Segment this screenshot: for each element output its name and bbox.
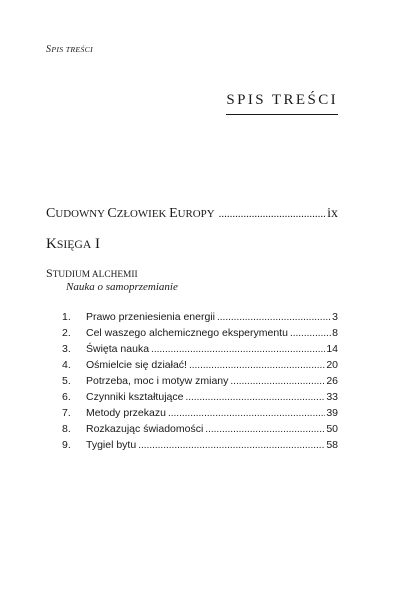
chapter-number: 5. — [62, 375, 71, 387]
chapter-page: 39 — [326, 407, 338, 419]
chapter-title: Ośmielcie się działać! — [86, 359, 187, 371]
dot-leader — [168, 406, 325, 422]
chapter-page: 33 — [326, 391, 338, 403]
toc-item-9[interactable] — [62, 437, 338, 453]
toc-item-7[interactable] — [62, 405, 338, 421]
chapter-page: 14 — [326, 343, 338, 355]
chapter-list — [62, 309, 338, 453]
book-initial: K — [46, 236, 57, 252]
chapter-page: 26 — [326, 375, 338, 387]
toc-item-1[interactable] — [62, 309, 338, 325]
chapter-title: Prawo przeniesienia energii — [86, 311, 215, 323]
dot-leader — [151, 342, 325, 358]
running-head — [46, 44, 93, 55]
toc-item-8[interactable] — [62, 421, 338, 437]
chapter-page: 50 — [326, 423, 338, 435]
toc-item-6[interactable] — [62, 389, 338, 405]
chapter-title: Cel waszego alchemicznego eksperymentu — [86, 327, 288, 339]
chapter-page: 58 — [326, 439, 338, 451]
book-numeral: I — [91, 236, 101, 252]
book-heading[interactable] — [46, 236, 100, 253]
chapter-number: 8. — [62, 423, 71, 435]
dot-leader — [217, 310, 331, 326]
main-entry-title — [46, 206, 215, 222]
toc-item-3[interactable] — [62, 341, 338, 357]
dot-leader — [185, 390, 325, 406]
chapter-page: 3 — [332, 311, 338, 323]
chapter-number: 4. — [62, 359, 71, 371]
chapter-number: 9. — [62, 439, 71, 451]
dot-leader — [189, 358, 325, 374]
running-head-initial: S — [46, 44, 52, 55]
dot-leader — [219, 208, 326, 220]
chapter-number: 6. — [62, 391, 71, 403]
main-entry-initial-3: E — [169, 206, 178, 221]
toc-item-5[interactable] — [62, 373, 338, 389]
chapter-title: Potrzeba, moc i motyw zmiany — [86, 375, 229, 387]
dot-leader — [290, 326, 331, 342]
main-entry-initial-1: C — [46, 206, 56, 221]
chapter-number: 3. — [62, 343, 71, 355]
toc-item-2[interactable] — [62, 325, 338, 341]
chapter-number: 7. — [62, 407, 71, 419]
section-word: TUDIUM ALCHEMII — [52, 270, 138, 280]
dot-leader — [205, 422, 325, 438]
chapter-number: 2. — [62, 327, 71, 339]
page-title-text: SPIS TREŚCI — [226, 92, 338, 108]
chapter-number: 1. — [62, 311, 71, 323]
main-entry-word-2: ZŁOWIEK — [116, 208, 170, 220]
main-entry-initial-2: C — [107, 206, 117, 221]
section-initial: S — [46, 266, 53, 280]
toc-item-4[interactable] — [62, 357, 338, 373]
section-heading — [46, 266, 138, 281]
chapter-title: Czynniki kształtujące — [86, 391, 184, 403]
toc-entry-main[interactable] — [46, 206, 338, 222]
dot-leader — [230, 374, 325, 390]
main-entry-word-3: UROPY — [177, 208, 215, 220]
chapter-title: Metody przekazu — [86, 407, 166, 419]
main-entry-word-1: UDOWNY — [55, 208, 108, 220]
chapter-title: Święta nauka — [86, 343, 150, 355]
dot-leader — [138, 438, 325, 454]
main-entry-page: ix — [327, 206, 338, 221]
page-title — [226, 92, 338, 109]
book-word: SIĘGA — [56, 238, 92, 251]
title-underline — [226, 114, 338, 115]
chapter-title: Tygiel bytu — [86, 439, 137, 451]
running-head-text: PIS TREŚCI — [51, 45, 94, 54]
chapter-page: 20 — [326, 359, 338, 371]
chapter-page: 8 — [332, 327, 338, 339]
chapter-title: Rozkazując świadomości — [86, 423, 204, 435]
section-subtitle: Nauka o samoprzemianie — [66, 281, 178, 293]
